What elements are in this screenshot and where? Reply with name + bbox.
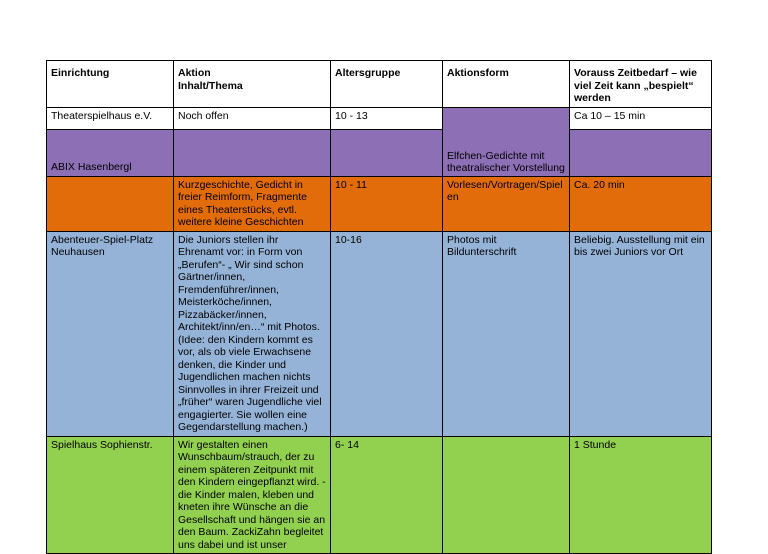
cell-einrichtung xyxy=(47,176,174,231)
header-zeitbedarf: Vorauss Zeitbedarf – wie viel Zeit kann „bespielt“ werden xyxy=(570,61,712,108)
cell-altersgruppe xyxy=(331,129,443,176)
cell-zeitbedarf: Ca. 20 min xyxy=(570,176,712,231)
cell-altersgruppe: 6- 14 xyxy=(331,436,443,554)
header-aktion: Aktion Inhalt/Thema xyxy=(174,61,331,108)
table-row xyxy=(47,129,712,176)
cell-aktion: Kurzgeschichte, Gedicht in freier Reimform, Fragmente eines Theaterstücks, evtl. weitere kleine Geschichten xyxy=(174,176,331,231)
cell-einrichtung: Abenteuer-Spiel-Platz Neuhausen xyxy=(47,231,174,436)
cell-zeitbedarf xyxy=(570,129,712,176)
table-row xyxy=(47,107,712,129)
cell-aktionsform: Elfchen-Gedichte mit theatralischer Vorstellung xyxy=(443,107,570,176)
cell-aktionsform: Photos mit Bildunterschrift xyxy=(443,231,570,436)
cell-einrichtung: Theaterspielhaus e.V. xyxy=(47,107,174,129)
cell-einrichtung: ABIX Hasenbergl xyxy=(47,129,174,176)
cell-aktion xyxy=(174,129,331,176)
header-einrichtung: Einrichtung xyxy=(47,61,174,108)
cell-aktion: Die Juniors stellen ihr Ehrenamt vor: in Form von „Berufen“- „ Wir sind schon Gärtner/innen, Fremdenführer/innen, Meisterköche/innen, Pizzabäcker/innen, Architekt/inn/en…“ mit Photos. (Idee: den Kindern kommt es vor, als ob viele Erwachsene denken, die Kinder und Jugendlichen machen nichts Sinnvolles in ihrer Freizeit und „früher“ waren Jugendliche viel engagierter. Sie wollen eine Gegendarstellung machen.) xyxy=(174,231,331,436)
header-aktionsform: Aktionsform xyxy=(443,61,570,108)
cell-aktionsform xyxy=(443,436,570,554)
cell-aktion: Wir gestalten einen Wunschbaum/strauch, der zu einem späteren Zeitpunkt mit den Kindern eingepflanzt wird. - die Kinder malen, kleben und kneten ihre Wünsche an die Gesellschaft und hängen sie an den Baum. ZackiZahn begleitet uns dabei und ist unser xyxy=(174,436,331,554)
header-altersgruppe: Altersgruppe xyxy=(331,61,443,108)
cell-altersgruppe: 10 - 13 xyxy=(331,107,443,129)
cell-aktion: Noch offen xyxy=(174,107,331,129)
table-row xyxy=(47,231,712,436)
table-row xyxy=(47,436,712,554)
table-row xyxy=(47,176,712,231)
cell-altersgruppe: 10-16 xyxy=(331,231,443,436)
table-header-row xyxy=(47,61,712,108)
cell-zeitbedarf: Ca 10 – 15 min xyxy=(570,107,712,129)
cell-einrichtung: Spielhaus Sophienstr. xyxy=(47,436,174,554)
cell-altersgruppe: 10 - 11 xyxy=(331,176,443,231)
cell-zeitbedarf: 1 Stunde xyxy=(570,436,712,554)
cell-zeitbedarf: Beliebig. Ausstellung mit ein bis zwei Juniors vor Ort xyxy=(570,231,712,436)
cell-aktionsform: Vorlesen/Vortragen/Spielen xyxy=(443,176,570,231)
activity-table xyxy=(46,60,712,554)
